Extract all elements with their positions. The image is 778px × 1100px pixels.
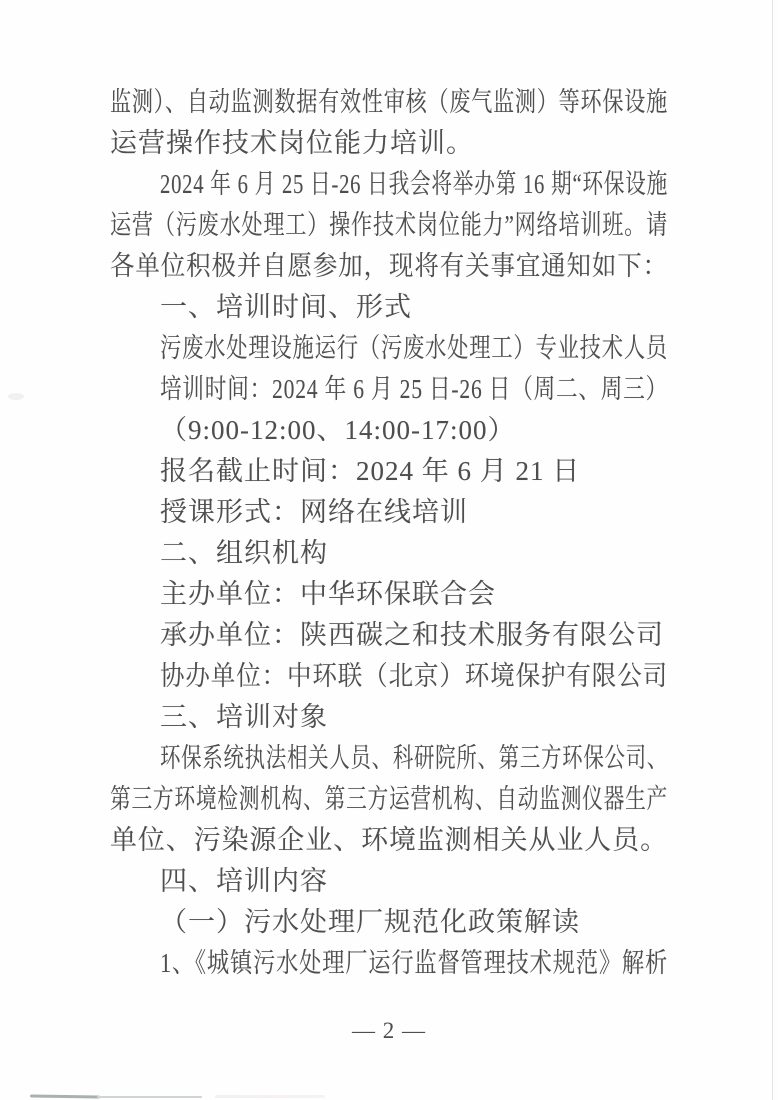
- text-line-content: 2024 年 6 月 25 日-26 日我会将举办第 16 期“环保设施: [160, 169, 668, 199]
- text-line: [110, 902, 668, 943]
- text-line: [110, 656, 668, 697]
- scan-artifact: [215, 1095, 325, 1098]
- text-line: [110, 779, 668, 820]
- text-line: [110, 492, 668, 533]
- text-line-content: 各单位积极并自愿参加，现将有关事宜通知如下：: [110, 251, 668, 281]
- text-line-content: 第三方环境检测机构、第三方运营机构、自动监测仪器生产: [110, 784, 668, 814]
- text-line-content: （9:00-12:00、14:00-17:00）: [160, 415, 516, 445]
- text-line: [110, 287, 668, 328]
- text-line: [110, 615, 668, 656]
- text-line-content: 运营操作技术岗位能力培训。: [110, 128, 474, 158]
- text-line: [110, 943, 668, 984]
- text-line: [110, 861, 668, 902]
- text-line: [110, 820, 668, 861]
- text-line: [110, 410, 668, 451]
- text-line-content: 四、培训内容: [160, 866, 328, 896]
- scan-edge-line: [772, 0, 773, 1100]
- text-line-content: 报名截止时间：2024 年 6 月 21 日: [160, 456, 581, 486]
- text-line-content: 三、培训对象: [160, 702, 328, 732]
- scan-artifact: [8, 393, 24, 400]
- text-line-content: 协办单位：中环联（北京）环境保护有限公司: [160, 661, 668, 691]
- page-number: — 2 —: [352, 1018, 426, 1043]
- text-line: [110, 164, 668, 205]
- text-line-content: 一、培训时间、形式: [160, 292, 412, 322]
- text-line: [110, 574, 668, 615]
- text-line-content: 主办单位：中华环保联合会: [160, 579, 496, 609]
- text-line: [110, 205, 668, 246]
- text-line-content: 二、组织机构: [160, 538, 328, 568]
- text-line-content: 运营（污废水处理工）操作技术岗位能力”网络培训班。请: [110, 210, 668, 240]
- text-line-content: 承办单位：陕西碳之和技术服务有限公司: [160, 620, 664, 650]
- text-line: [110, 697, 668, 738]
- text-line: [110, 328, 668, 369]
- text-line: [110, 123, 668, 164]
- scan-artifact: [30, 1095, 100, 1099]
- text-line: [110, 451, 668, 492]
- text-line: [110, 533, 668, 574]
- text-line-content: 环保系统执法相关人员、科研院所、第三方环保公司、: [160, 743, 668, 773]
- scan-artifact: [97, 1096, 202, 1098]
- text-line: [110, 82, 668, 123]
- text-line-content: （一）污水处理厂规范化政策解读: [160, 907, 580, 937]
- text-line-content: 单位、污染源企业、环境监测相关从业人员。: [110, 825, 668, 855]
- text-line: [110, 738, 668, 779]
- text-line-content: 授课形式：网络在线培训: [160, 497, 468, 527]
- text-line: [110, 246, 668, 287]
- text-line-content: 污废水处理设施运行（污废水处理工）专业技术人员: [160, 333, 668, 363]
- text-line: [110, 369, 668, 410]
- text-line-content: 1、《城镇污水处理厂运行监督管理技术规范》解析: [160, 948, 668, 978]
- text-line-content: 培训时间：2024 年 6 月 25 日-26 日（周二、周三）: [160, 374, 668, 404]
- text-line-content: 监测）、自动监测数据有效性审核（废气监测）等环保设施: [110, 87, 668, 117]
- document-body: [110, 82, 668, 984]
